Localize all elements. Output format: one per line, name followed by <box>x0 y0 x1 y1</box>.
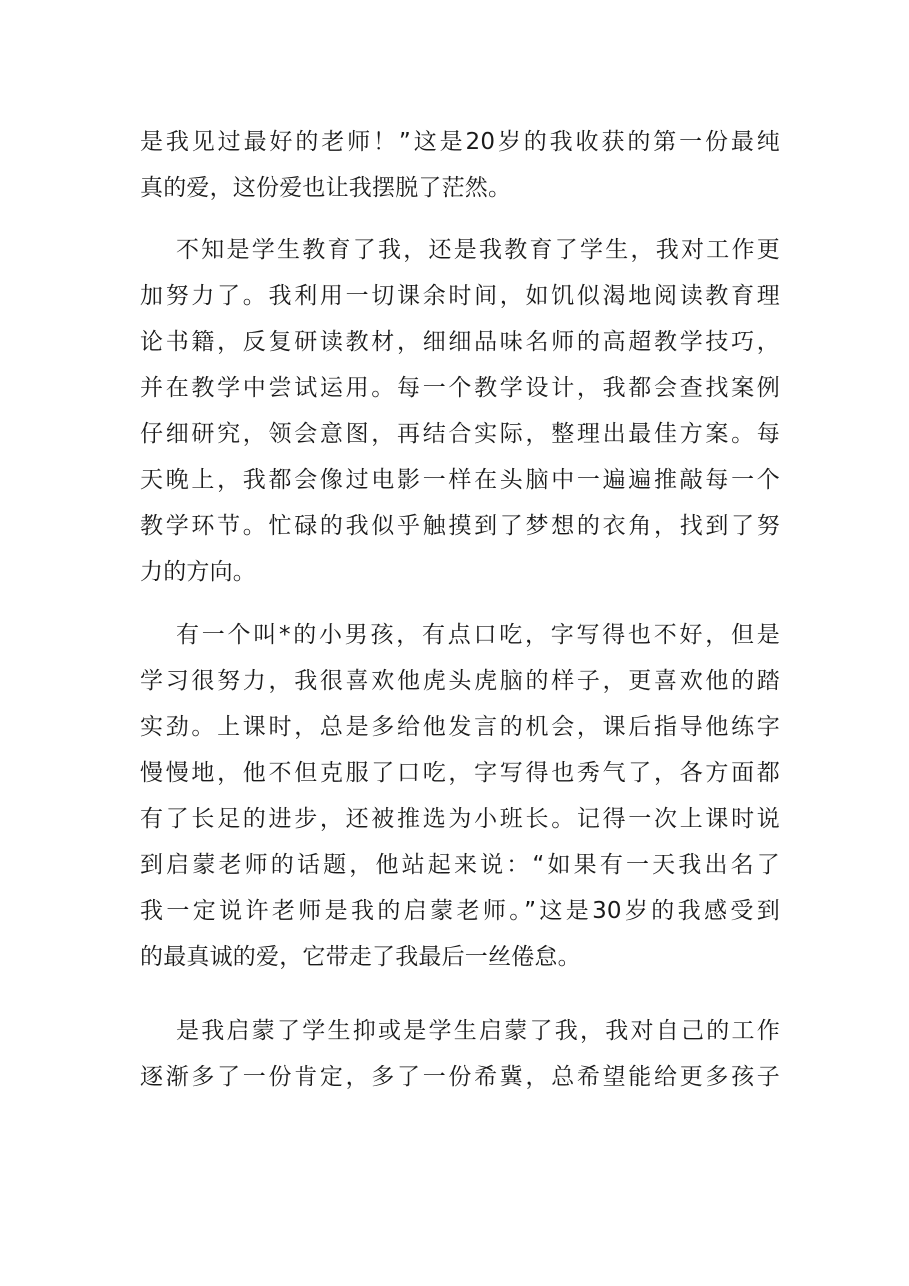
text-line: 是我启蒙了学生抑或是学生启蒙了我，我对自己的工作 <box>176 1018 780 1044</box>
paragraph-2 <box>140 227 780 595</box>
paragraph-1 <box>140 119 780 211</box>
paragraph-4 <box>140 1008 780 1100</box>
text-line: 到启蒙老师的话题，他站起来说：“如果有一天我出名了 <box>140 852 780 878</box>
text-line: 学习很努力，我很喜欢他虎头虎脑的样子，更喜欢他的踏 <box>140 668 780 694</box>
text-line: 有了长足的进步，还被推选为小班长。记得一次上课时说 <box>140 806 780 832</box>
text-line: 仔细研究，领会意图，再结合实际，整理出最佳方案。每 <box>140 421 780 447</box>
text-line: 我一定说许老师是我的启蒙老师。”这是30岁的我感受到 <box>140 898 780 924</box>
text-line: 是我见过最好的老师！”这是20岁的我收获的第一份最纯 <box>140 129 780 155</box>
text-line: 加努力了。我利用一切课余时间，如饥似渴地阅读教育理 <box>140 283 780 309</box>
text-line: 教学环节。忙碌的我似乎触摸到了梦想的衣角，找到了努 <box>140 513 780 539</box>
text-line: 逐渐多了一份肯定，多了一份希冀，总希望能给更多孩子 <box>140 1064 780 1090</box>
text-line: 有一个叫*的小男孩，有点口吃，字写得也不好，但是 <box>176 622 780 648</box>
text-line: 论书籍，反复研读教材，细细品味名师的高超教学技巧， <box>140 329 780 355</box>
text-line: 慢慢地，他不但克服了口吃，字写得也秀气了，各方面都 <box>140 760 780 786</box>
paragraph-3 <box>140 612 780 980</box>
text-line: 力的方向。 <box>140 559 256 585</box>
text-line: 的最真诚的爱，它带走了我最后一丝倦怠。 <box>140 944 581 970</box>
text-line: 并在教学中尝试运用。每一个教学设计，我都会查找案例 <box>140 375 780 401</box>
text-line: 不知是学生教育了我，还是我教育了学生，我对工作更 <box>176 237 780 263</box>
text-line: 实劲。上课时，总是多给他发言的机会，课后指导他练字 <box>140 714 780 740</box>
text-line: 真的爱，这份爱也让我摆脱了茫然。 <box>140 175 512 201</box>
text-line: 天晚上，我都会像过电影一样在头脑中一遍遍推敲每一个 <box>140 467 780 493</box>
